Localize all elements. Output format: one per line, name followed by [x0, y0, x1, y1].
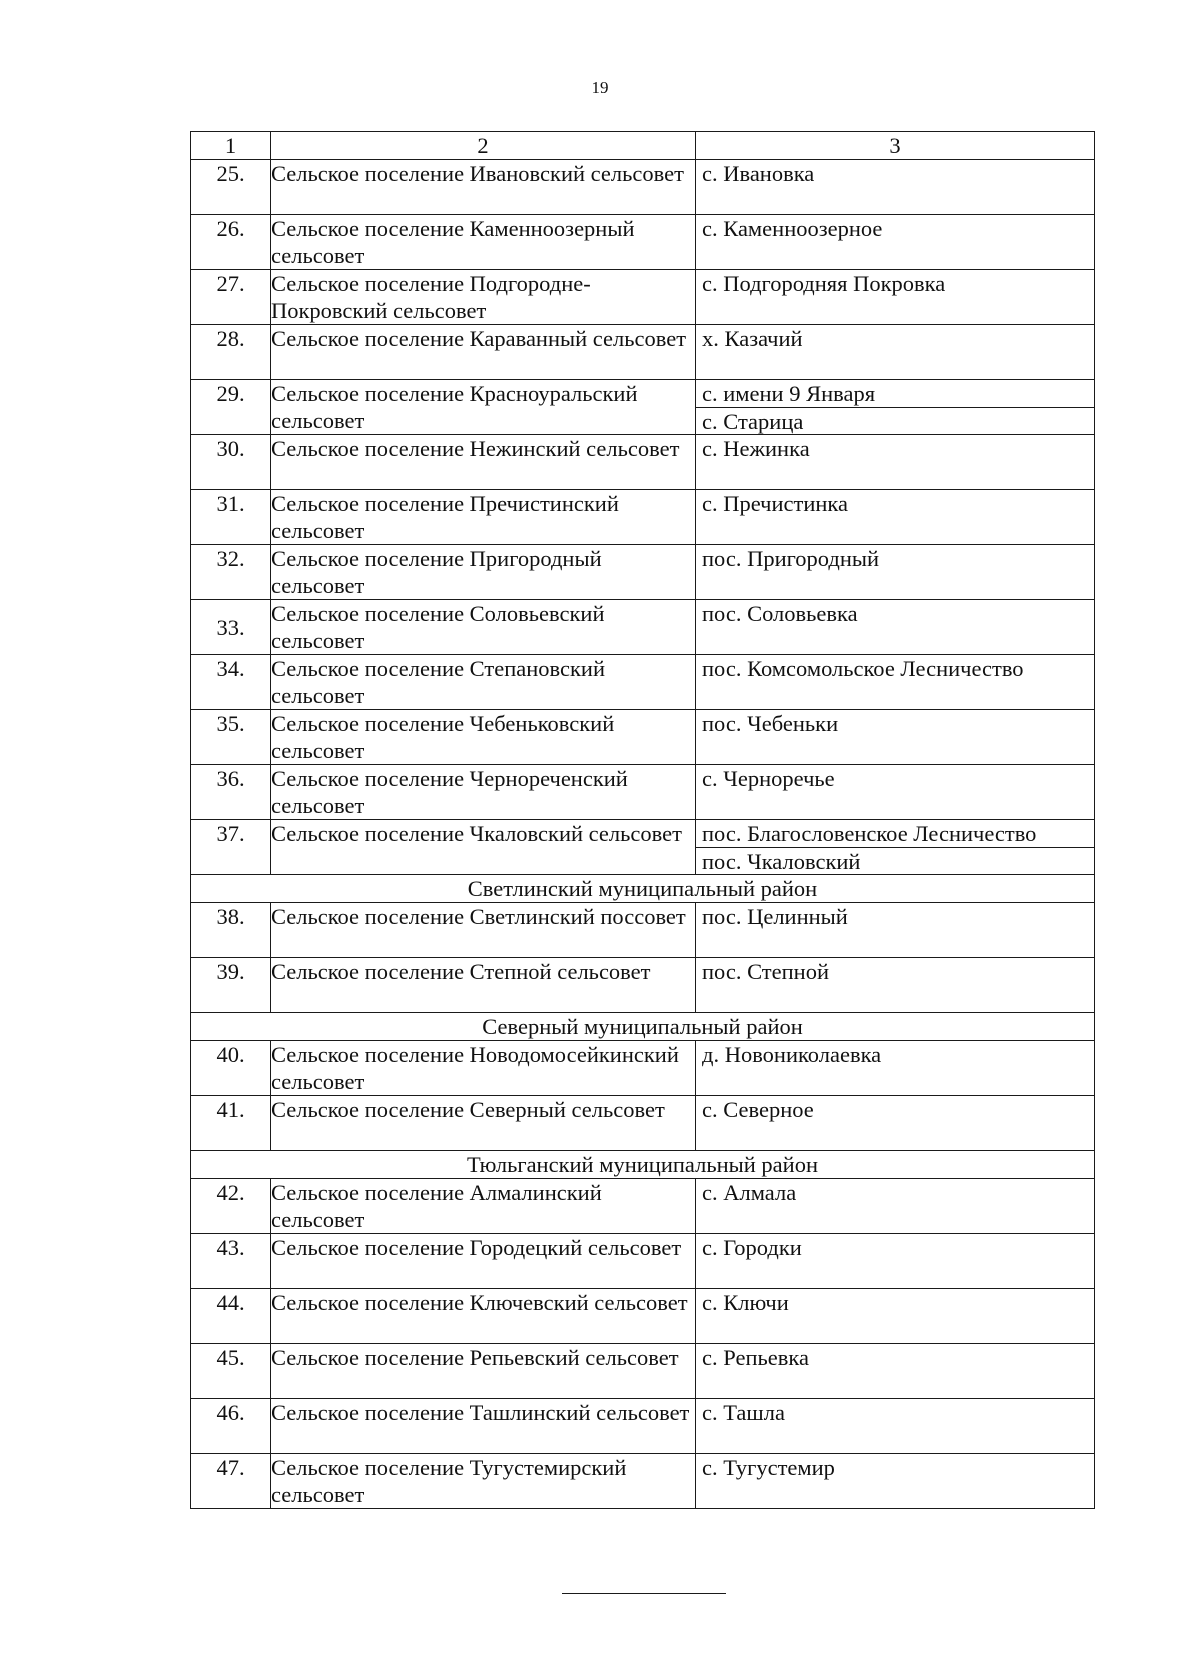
municipality-name: Сельское поселение Караванный сельсовет [271, 325, 696, 380]
row-number: 36. [191, 765, 271, 820]
district-name: Северный муниципальный район [191, 1013, 1095, 1041]
table-row [191, 380, 1095, 435]
row-number: 39. [191, 958, 271, 1013]
row-number: 37. [191, 820, 271, 875]
settlement-cell [696, 765, 1095, 820]
district-name: Светлинский муниципальный район [191, 875, 1095, 903]
settlement-name: с. имени 9 Января [702, 381, 876, 406]
settlement-name: пос. Чкаловский [696, 847, 1094, 874]
municipality-name: Сельское поселение Степановский сельсовет [271, 655, 696, 710]
municipality-name: Сельское поселение Светлинский поссовет [271, 903, 696, 958]
municipality-name: Сельское поселение Репьевский сельсовет [271, 1344, 696, 1399]
municipality-name: Сельское поселение Чернореченский сельсовет [271, 765, 696, 820]
row-number: 31. [191, 490, 271, 545]
table-row [191, 1179, 1095, 1234]
table-row [191, 1344, 1095, 1399]
settlement-cell [696, 710, 1095, 765]
settlement-name: с. Подгородняя Покровка [702, 271, 946, 296]
settlement-cell [696, 600, 1095, 655]
row-number: 35. [191, 710, 271, 765]
table-row [191, 958, 1095, 1013]
settlement-name: с. Алмала [702, 1180, 797, 1205]
municipality-name: Сельское поселение Ивановский сельсовет [271, 160, 696, 215]
table-row [191, 903, 1095, 958]
table-row [191, 1096, 1095, 1151]
district-header-row [191, 1013, 1095, 1041]
row-number: 45. [191, 1344, 271, 1399]
row-number: 46. [191, 1399, 271, 1454]
table-header-row [191, 132, 1095, 160]
settlement-cell [696, 820, 1095, 875]
municipality-name: Сельское поселение Соловьевский сельсовет [271, 600, 696, 655]
settlement-cell [696, 270, 1095, 325]
settlement-cell [696, 435, 1095, 490]
table-row [191, 1454, 1095, 1509]
municipality-name: Сельское поселение Чкаловский сельсовет [271, 820, 696, 875]
district-header-row [191, 1151, 1095, 1179]
table-row [191, 600, 1095, 655]
table-row [191, 1289, 1095, 1344]
table-row [191, 820, 1095, 875]
settlement-name: х. Казачий [702, 326, 803, 351]
settlement-cell [696, 1344, 1095, 1399]
table-row [191, 1234, 1095, 1289]
row-number: 26. [191, 215, 271, 270]
table-row [191, 1041, 1095, 1096]
settlement-name: пос. Пригородный [702, 546, 880, 571]
row-number: 41. [191, 1096, 271, 1151]
settlement-cell [696, 1399, 1095, 1454]
table-row [191, 270, 1095, 325]
table-row [191, 545, 1095, 600]
table-row [191, 215, 1095, 270]
municipality-name: Сельское поселение Подгородне-Покровский сельсовет [271, 270, 696, 325]
municipality-name: Сельское поселение Ключевский сельсовет [271, 1289, 696, 1344]
end-rule [562, 1593, 726, 1594]
settlement-name: с. Старица [696, 407, 1094, 434]
municipality-name: Сельское поселение Новодомосейкинский сельсовет [271, 1041, 696, 1096]
settlement-name: с. Репьевка [702, 1345, 809, 1370]
settlement-cell [696, 160, 1095, 215]
settlement-cell [696, 655, 1095, 710]
municipality-name: Сельское поселение Пречистинский сельсовет [271, 490, 696, 545]
settlement-cell [696, 958, 1095, 1013]
row-number: 33. [191, 600, 271, 655]
settlement-cell [696, 903, 1095, 958]
row-number: 38. [191, 903, 271, 958]
settlement-name: пос. Степной [702, 959, 829, 984]
row-number: 40. [191, 1041, 271, 1096]
settlement-name: пос. Комсомольское Лесничество [702, 656, 1024, 681]
settlement-name: пос. Соловьевка [702, 601, 858, 626]
municipality-name: Сельское поселение Каменноозерный сельсовет [271, 215, 696, 270]
row-number: 25. [191, 160, 271, 215]
municipality-name: Сельское поселение Тугустемирский сельсовет [271, 1454, 696, 1509]
settlement-cell [696, 545, 1095, 600]
municipality-name: Сельское поселение Городецкий сельсовет [271, 1234, 696, 1289]
page-number: 19 [591, 78, 609, 97]
settlement-name: с. Нежинка [702, 436, 810, 461]
municipality-name: Сельское поселение Чебеньковский сельсовет [271, 710, 696, 765]
settlement-cell [696, 1454, 1095, 1509]
row-number: 34. [191, 655, 271, 710]
table-body [191, 132, 1095, 1509]
municipality-name: Сельское поселение Северный сельсовет [271, 1096, 696, 1151]
row-number: 32. [191, 545, 271, 600]
settlement-name: с. Городки [702, 1235, 802, 1260]
settlement-cell [696, 1234, 1095, 1289]
settlement-name: с. Черноречье [702, 766, 835, 791]
settlement-name: с. Северное [702, 1097, 814, 1122]
settlement-cell [696, 1289, 1095, 1344]
settlement-cell [696, 325, 1095, 380]
settlement-name: с. Ташла [702, 1400, 785, 1425]
settlement-name: пос. Целинный [702, 904, 848, 929]
table-row [191, 435, 1095, 490]
row-number: 27. [191, 270, 271, 325]
table-row [191, 325, 1095, 380]
settlement-name: с. Ивановка [702, 161, 815, 186]
settlement-name: с. Пречистинка [702, 491, 848, 516]
table-row [191, 765, 1095, 820]
settlement-cell [696, 380, 1095, 435]
municipality-name: Сельское поселение Степной сельсовет [271, 958, 696, 1013]
settlement-name: с. Каменноозерное [702, 216, 883, 241]
column-header-1: 1 [191, 132, 271, 160]
settlement-cell [696, 1041, 1095, 1096]
row-number: 30. [191, 435, 271, 490]
settlement-name: пос. Чебеньки [702, 711, 839, 736]
row-number: 42. [191, 1179, 271, 1234]
settlement-cell [696, 215, 1095, 270]
row-number: 29. [191, 380, 271, 435]
municipality-name: Сельское поселение Ташлинский сельсовет [271, 1399, 696, 1454]
table-row [191, 655, 1095, 710]
row-number: 47. [191, 1454, 271, 1509]
row-number: 44. [191, 1289, 271, 1344]
municipality-name: Сельское поселение Красноуральский сельсовет [271, 380, 696, 435]
settlements-table [190, 131, 1095, 1509]
settlement-cell [696, 1096, 1095, 1151]
municipality-name: Сельское поселение Нежинский сельсовет [271, 435, 696, 490]
table-row [191, 490, 1095, 545]
table-row [191, 1399, 1095, 1454]
settlement-name: с. Тугустемир [702, 1455, 835, 1480]
district-header-row [191, 875, 1095, 903]
district-name: Тюльганский муниципальный район [191, 1151, 1095, 1179]
row-number: 28. [191, 325, 271, 380]
table-row [191, 160, 1095, 215]
municipality-name: Сельское поселение Пригородный сельсовет [271, 545, 696, 600]
table-row [191, 710, 1095, 765]
settlement-cell [696, 1179, 1095, 1234]
settlement-name: пос. Благословенское Лесничество [702, 821, 1037, 846]
column-header-2: 2 [271, 132, 696, 160]
municipality-name: Сельское поселение Алмалинский сельсовет [271, 1179, 696, 1234]
column-header-3: 3 [696, 132, 1095, 160]
settlement-name: д. Новониколаевка [702, 1042, 882, 1067]
settlement-name: с. Ключи [702, 1290, 789, 1315]
settlement-cell [696, 490, 1095, 545]
row-number: 43. [191, 1234, 271, 1289]
